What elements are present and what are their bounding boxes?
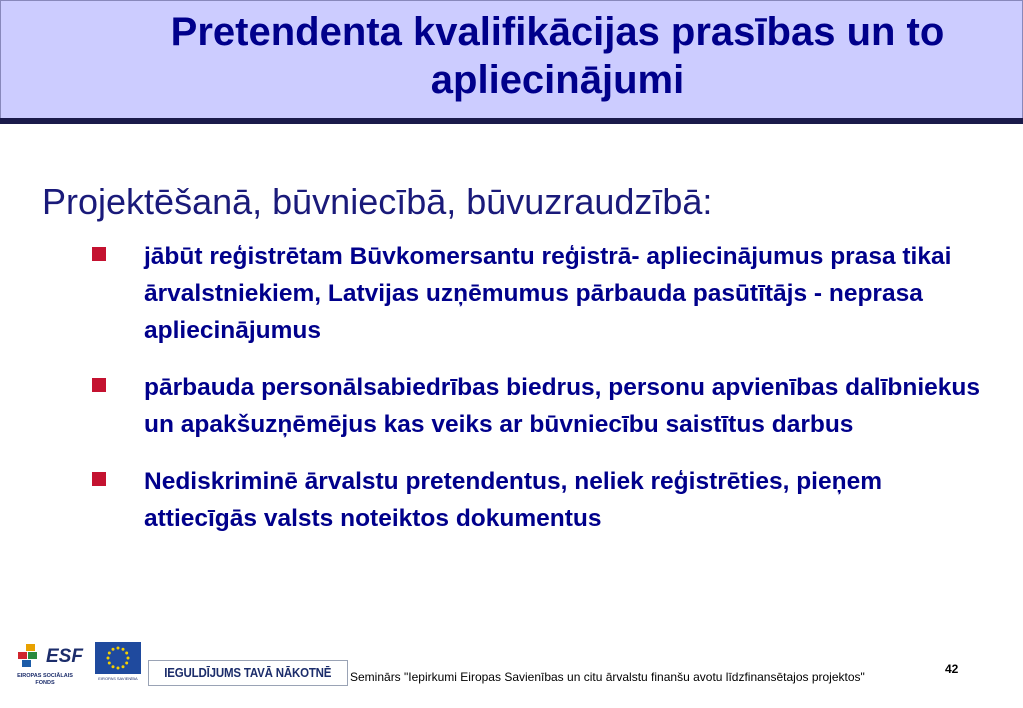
bullet-item (90, 463, 1000, 537)
eu-flag-icon (95, 642, 141, 674)
esf-logo-icon (12, 640, 83, 695)
bullet-list (90, 238, 1000, 557)
bullet-text: Nediskriminē ārvalstu pretendentus, neliek reģistrēties, pieņem attiecīgās valsts noteiktos dokumentus (144, 468, 882, 532)
slogan-text: IEGULDĪJUMS TAVĀ NĀKOTNĒ (164, 666, 332, 680)
slide-footer (0, 630, 1023, 708)
bullet-text: jābūt reģistrētam Būvkomersantu reģistrā- apliecinājumus prasa tikai ārvalstniekiem, Latvijas uzņēmumus pārbauda pasūtītājs - neprasa apliecinājumus (144, 243, 952, 344)
bullet-square-icon (92, 247, 106, 261)
eu-flag-subtext: EIROPAS SAVIENĪBA (98, 676, 138, 681)
title-rule (0, 118, 1023, 124)
page-number: 42 (945, 662, 959, 676)
bullet-square-icon (92, 378, 106, 392)
esf-logo-text: ESF (46, 646, 83, 667)
bullet-text: pārbauda personālsabiedrības biedrus, personu apvienības dalībniekus un apakšuzņēmējus kas veiks ar būvniecību saistītus darbus (144, 374, 980, 438)
seminar-caption: Seminārs "Iepirkumi Eiropas Savienības un citu ārvalstu finanšu avotu līdzfinansētajos projektos" (350, 670, 865, 684)
slogan-box (148, 660, 348, 686)
bullet-item (90, 369, 1000, 443)
esf-logo-subtext: EIROPAS SOCIĀLAIS FONDS (17, 673, 73, 686)
bullet-square-icon (92, 472, 106, 486)
esf-mark-icon (14, 642, 44, 670)
bullet-item (90, 238, 1000, 349)
slide-subheading: Projektēšanā, būvniecībā, būvuzraudzībā: (42, 181, 713, 222)
slide-title: Pretendenta kvalifikācijas prasības un to apliecinājumi (170, 10, 945, 102)
